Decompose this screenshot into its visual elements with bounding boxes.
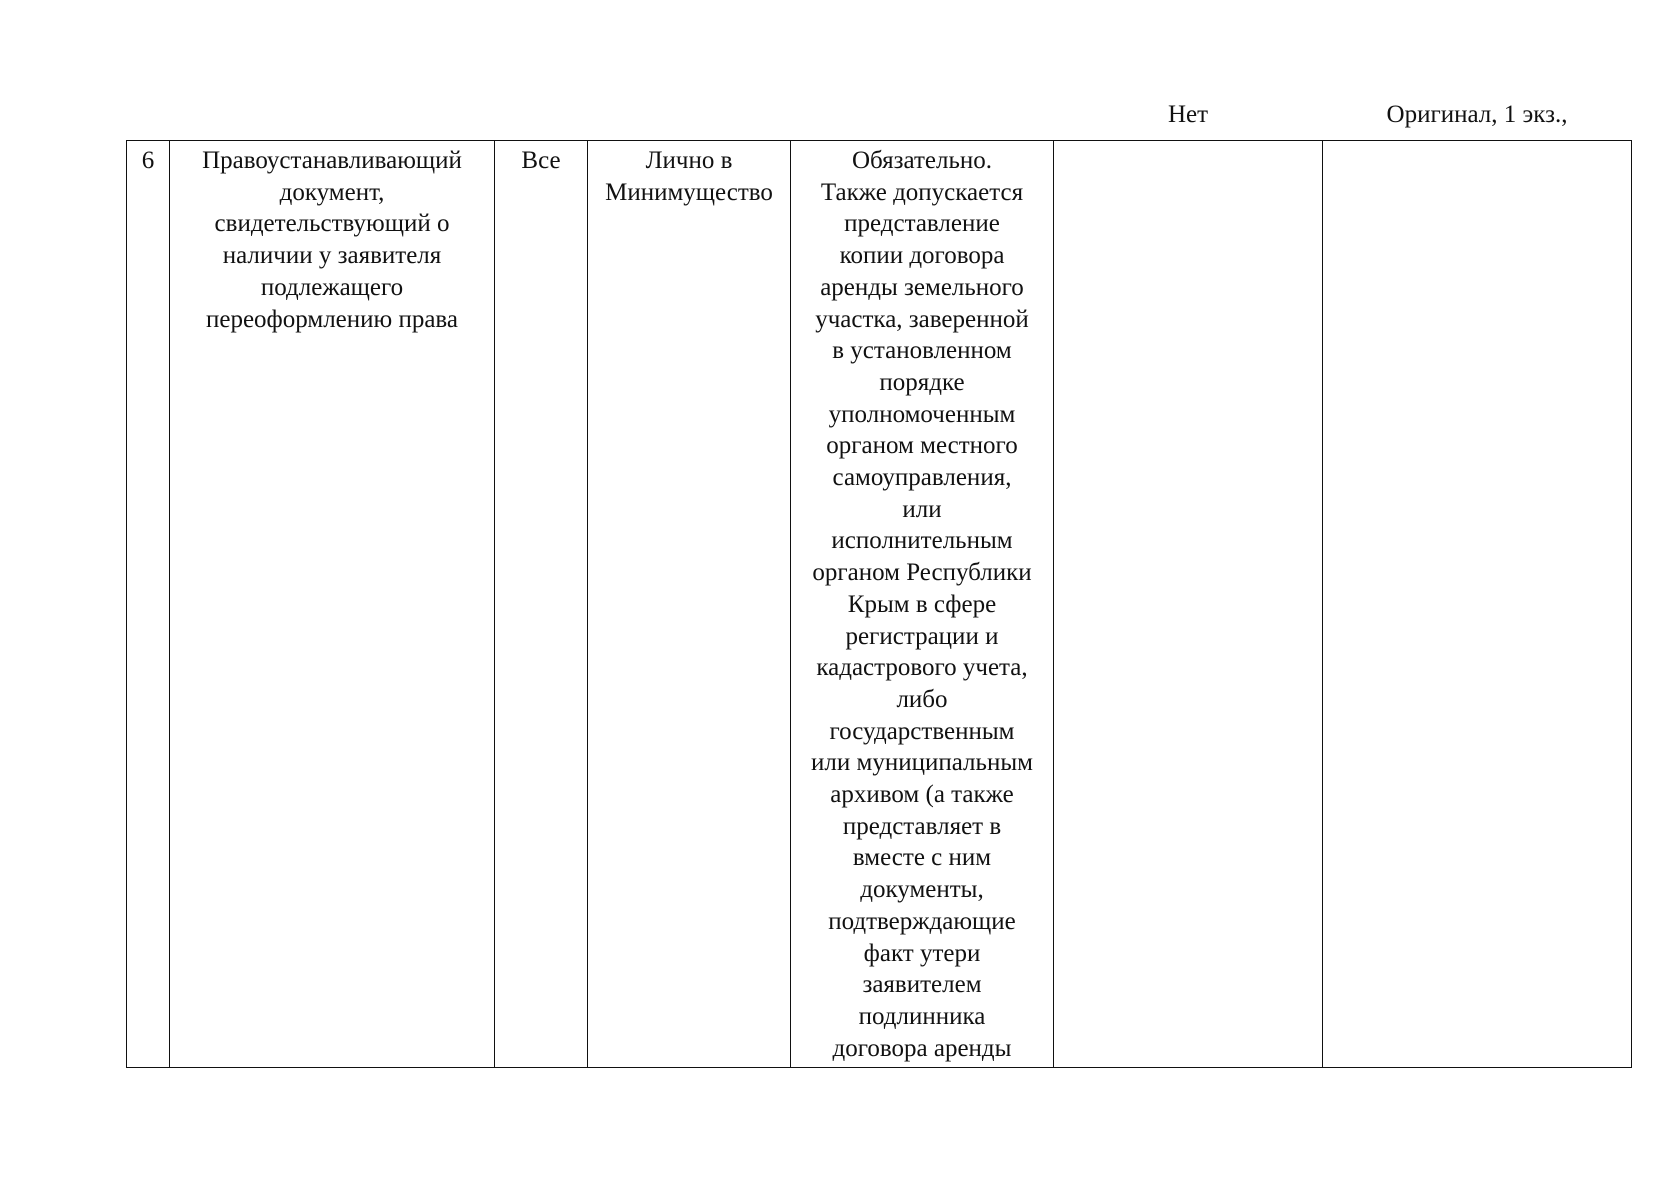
document-name: Правоустанавливающий документ, свидетельствующий о наличии у заявителя подлежащего переоформлению права: [202, 147, 462, 333]
submission-method: Лично в Минимущество: [605, 147, 773, 206]
submission-method-cell: [588, 141, 791, 1068]
interdepartmental-value: Нет: [1167, 101, 1209, 128]
requirement-cell: [791, 141, 1054, 1068]
document-form-cell: [1323, 101, 1632, 1068]
applicant-category-cell: [495, 141, 588, 1068]
applicant-category: Все: [521, 147, 561, 174]
interdepartmental-cell: [1054, 101, 1323, 1068]
row-number-cell: [127, 141, 170, 1068]
row-number: 6: [141, 147, 155, 174]
document-name-cell: [170, 141, 495, 1068]
documents-table: [126, 101, 1632, 1068]
requirement-text: Обязательно. Также допускается представление копии договора аренды земельного участка, заверенной в установленном порядке уполномоченным органом местного самоуправления, или исполнительным органом Республики Крым в сфере регистрации и кадастрового учета, либо государственным или муниципальным архивом (а также представляет в вместе с ним документы, подтверждающие факт утери заявителем подлинника договора аренды: [811, 147, 1033, 1062]
document-form: Оригинал, 1 экз.,: [1386, 101, 1568, 128]
table-row: [127, 141, 1632, 1068]
